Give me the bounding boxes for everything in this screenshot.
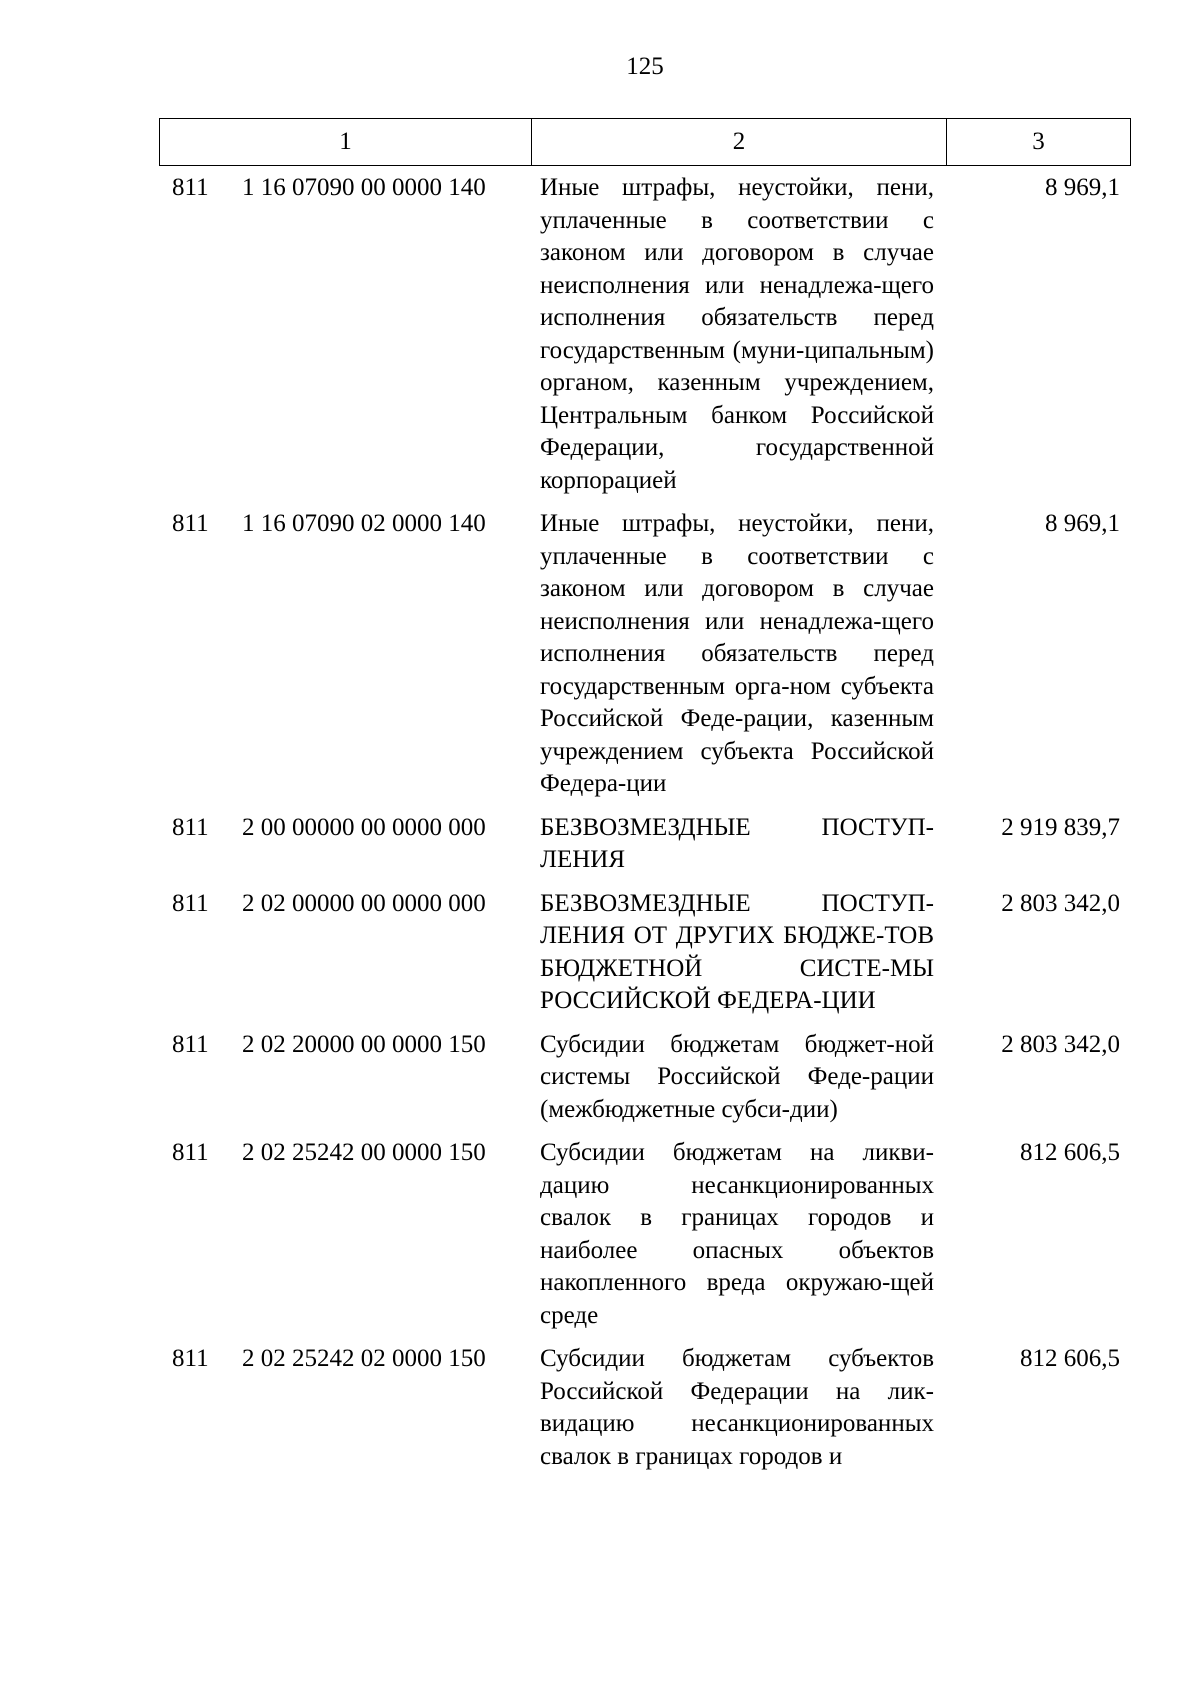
budget-classification-code: 2 00 00000 00 0000 000 <box>242 813 486 841</box>
table-body <box>0 172 1200 1484</box>
table-row <box>0 172 1200 497</box>
admin-code: 811 <box>172 510 209 537</box>
page-number: 125 <box>626 53 664 80</box>
amount: 812 606,5 <box>1020 1139 1120 1166</box>
table-row <box>0 1137 1200 1332</box>
admin-code: 811 <box>172 889 209 917</box>
revenue-description: БЕЗВОЗМЕЗДНЫЕ ПОСТУП-ЛЕНИЯ <box>540 813 934 873</box>
amount: 2 803 342,0 <box>1001 889 1120 917</box>
budget-classification-code: 2 02 20000 00 0000 150 <box>242 1030 486 1058</box>
admin-code: 811 <box>172 1345 209 1372</box>
amount: 8 969,1 <box>1045 510 1120 537</box>
revenue-description: Иные штрафы, неустойки, пени, уплаченные в соответствии с законом или договором в случае неисполнения или ненадлежа-щего исполнения обязательств перед государственным орга-ном субъекта Российской Феде-рации, казенным учреждением субъекта Российской Федера-ции <box>540 510 934 797</box>
header-col-1: 1 <box>160 119 532 165</box>
table-row <box>0 1029 1200 1127</box>
budget-classification-code: 1 16 07090 02 0000 140 <box>242 510 486 537</box>
budget-classification-code: 2 02 00000 00 0000 000 <box>242 889 486 917</box>
admin-code: 811 <box>172 1030 209 1058</box>
header-col-3: 3 <box>1032 128 1045 155</box>
budget-classification-code: 2 02 25242 02 0000 150 <box>242 1345 486 1372</box>
table-row <box>0 1343 1200 1473</box>
revenue-description: Субсидии бюджетам субъектов Российской Федерации на лик-видацию несанкционированных свалок в границах городов и <box>540 1345 934 1470</box>
admin-code: 811 <box>172 1139 209 1166</box>
amount: 2 803 342,0 <box>1001 1030 1120 1058</box>
table-row <box>0 508 1200 801</box>
table-row <box>0 888 1200 1018</box>
budget-classification-code: 1 16 07090 00 0000 140 <box>242 174 486 201</box>
amount: 2 919 839,7 <box>1001 813 1120 841</box>
admin-code: 811 <box>172 174 209 201</box>
revenue-description: Субсидии бюджетам на ликви-дацию несанкционированных свалок в границах городов и наиболее опасных объектов накопленного вреда окружаю-щей среде <box>540 1139 934 1329</box>
admin-code: 811 <box>172 813 209 841</box>
revenue-description: Иные штрафы, неустойки, пени, уплаченные в соответствии с законом или договором в случае неисполнения или ненадлежа-щего исполнения обязательств перед государственным (муни-ципальным) органом, казенным учреждением, Центральным банком Российской Федерации, государственной корпорацией <box>540 174 934 494</box>
amount: 812 606,5 <box>1020 1345 1120 1372</box>
revenue-description: БЕЗВОЗМЕЗДНЫЕ ПОСТУП-ЛЕНИЯ ОТ ДРУГИХ БЮДЖЕ-ТОВ БЮДЖЕТНОЙ СИСТЕ-МЫ РОССИЙСКОЙ ФЕДЕРА-ЦИИ <box>540 889 934 1014</box>
revenue-description: Субсидии бюджетам бюджет-ной системы Российской Феде-рации (межбюджетные субси-дии) <box>540 1030 934 1123</box>
amount: 8 969,1 <box>1045 174 1120 201</box>
table-row <box>0 812 1200 877</box>
budget-classification-code: 2 02 25242 00 0000 150 <box>242 1139 486 1166</box>
header-col-2: 2 <box>532 119 947 165</box>
table-header <box>159 118 1131 166</box>
